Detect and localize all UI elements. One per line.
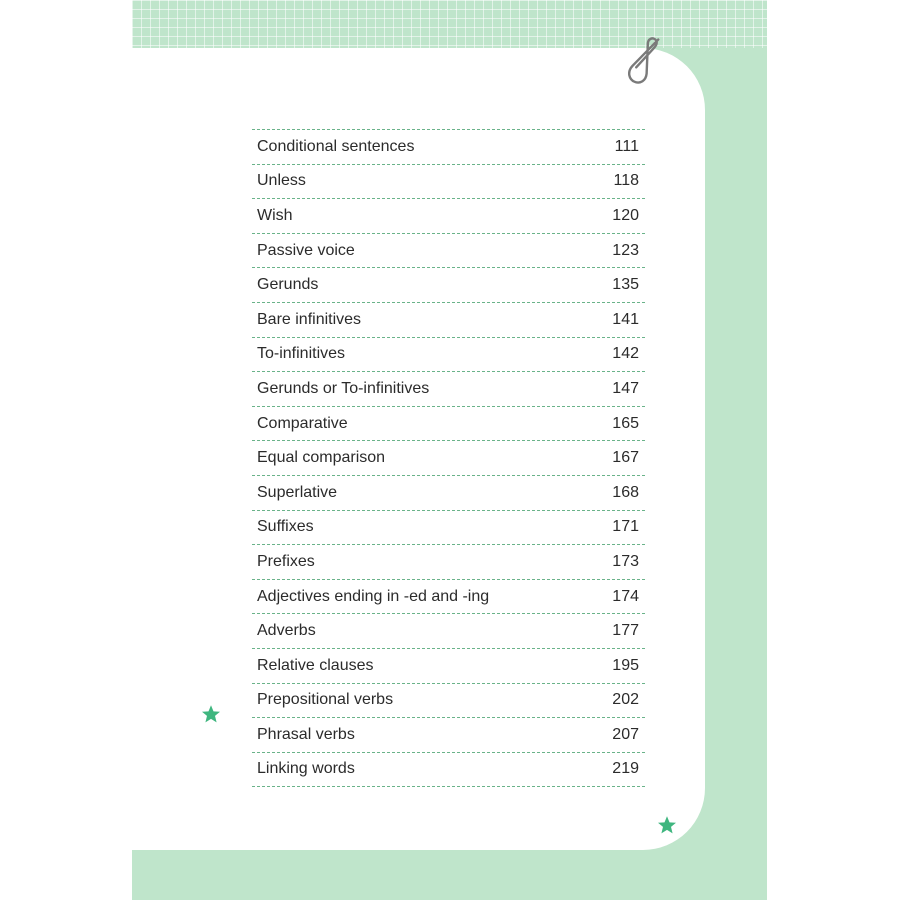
toc-entry-title: Prefixes xyxy=(257,552,315,570)
toc-row xyxy=(252,268,645,303)
toc-row xyxy=(252,372,645,407)
toc-row xyxy=(252,684,645,719)
toc-entry-page: 118 xyxy=(613,172,639,190)
toc-entry-title: Comparative xyxy=(257,414,348,432)
toc-entry-page: 123 xyxy=(612,241,639,259)
toc-entry-title: Phrasal verbs xyxy=(257,725,355,743)
toc-entry-page: 111 xyxy=(614,137,639,155)
grid-pattern xyxy=(132,0,767,48)
toc-entry-title: To-infinitives xyxy=(257,345,346,363)
toc-entry-page: 207 xyxy=(612,725,639,743)
toc-entry-title: Gerunds or To-infinitives xyxy=(257,379,430,397)
toc-entry-title: Adjectives ending in -ed and -ing xyxy=(257,587,490,605)
toc-entry-title: Suffixes xyxy=(257,518,314,536)
toc-entry-page: 142 xyxy=(612,345,639,363)
toc-entry-page: 147 xyxy=(612,379,639,397)
toc-entry-page: 173 xyxy=(612,552,639,570)
toc-row xyxy=(252,545,645,580)
toc-entry-page: 171 xyxy=(612,518,639,536)
table-of-contents xyxy=(252,129,645,787)
toc-entry-page: 202 xyxy=(612,691,639,709)
toc-row xyxy=(252,407,645,442)
toc-entry-title: Adverbs xyxy=(257,622,316,640)
toc-entry-page: 177 xyxy=(612,622,639,640)
toc-row xyxy=(252,165,645,200)
toc-row xyxy=(252,199,645,234)
toc-row xyxy=(252,130,645,165)
star-icon xyxy=(201,704,221,724)
toc-row xyxy=(252,441,645,476)
toc-entry-title: Bare infinitives xyxy=(257,310,362,328)
toc-entry-title: Unless xyxy=(257,172,306,190)
toc-row xyxy=(252,753,645,788)
toc-entry-page: 165 xyxy=(612,414,639,432)
toc-row xyxy=(252,476,645,511)
toc-entry-page: 219 xyxy=(612,760,639,778)
toc-entry-title: Relative clauses xyxy=(257,656,374,674)
toc-entry-title: Prepositional verbs xyxy=(257,691,394,709)
toc-entry-page: 195 xyxy=(612,656,639,674)
toc-entry-title: Passive voice xyxy=(257,241,355,259)
toc-row xyxy=(252,234,645,269)
paperclip-icon xyxy=(628,30,662,88)
toc-row xyxy=(252,338,645,373)
toc-entry-page: 141 xyxy=(612,310,639,328)
toc-entry-title: Wish xyxy=(257,206,293,224)
toc-entry-page: 135 xyxy=(612,276,639,294)
toc-entry-page: 120 xyxy=(612,206,639,224)
toc-row xyxy=(252,649,645,684)
toc-entry-title: Linking words xyxy=(257,760,355,778)
toc-entry-page: 168 xyxy=(612,483,639,501)
toc-entry-title: Superlative xyxy=(257,483,338,501)
toc-entry-title: Conditional sentences xyxy=(257,137,415,155)
toc-entry-title: Equal comparison xyxy=(257,449,386,467)
toc-row xyxy=(252,580,645,615)
toc-row xyxy=(252,511,645,546)
toc-row xyxy=(252,718,645,753)
toc-entry-page: 174 xyxy=(612,587,639,605)
toc-entry-page: 167 xyxy=(612,449,639,467)
toc-entry-title: Gerunds xyxy=(257,276,319,294)
toc-row xyxy=(252,614,645,649)
star-icon xyxy=(657,815,677,835)
toc-row xyxy=(252,303,645,338)
